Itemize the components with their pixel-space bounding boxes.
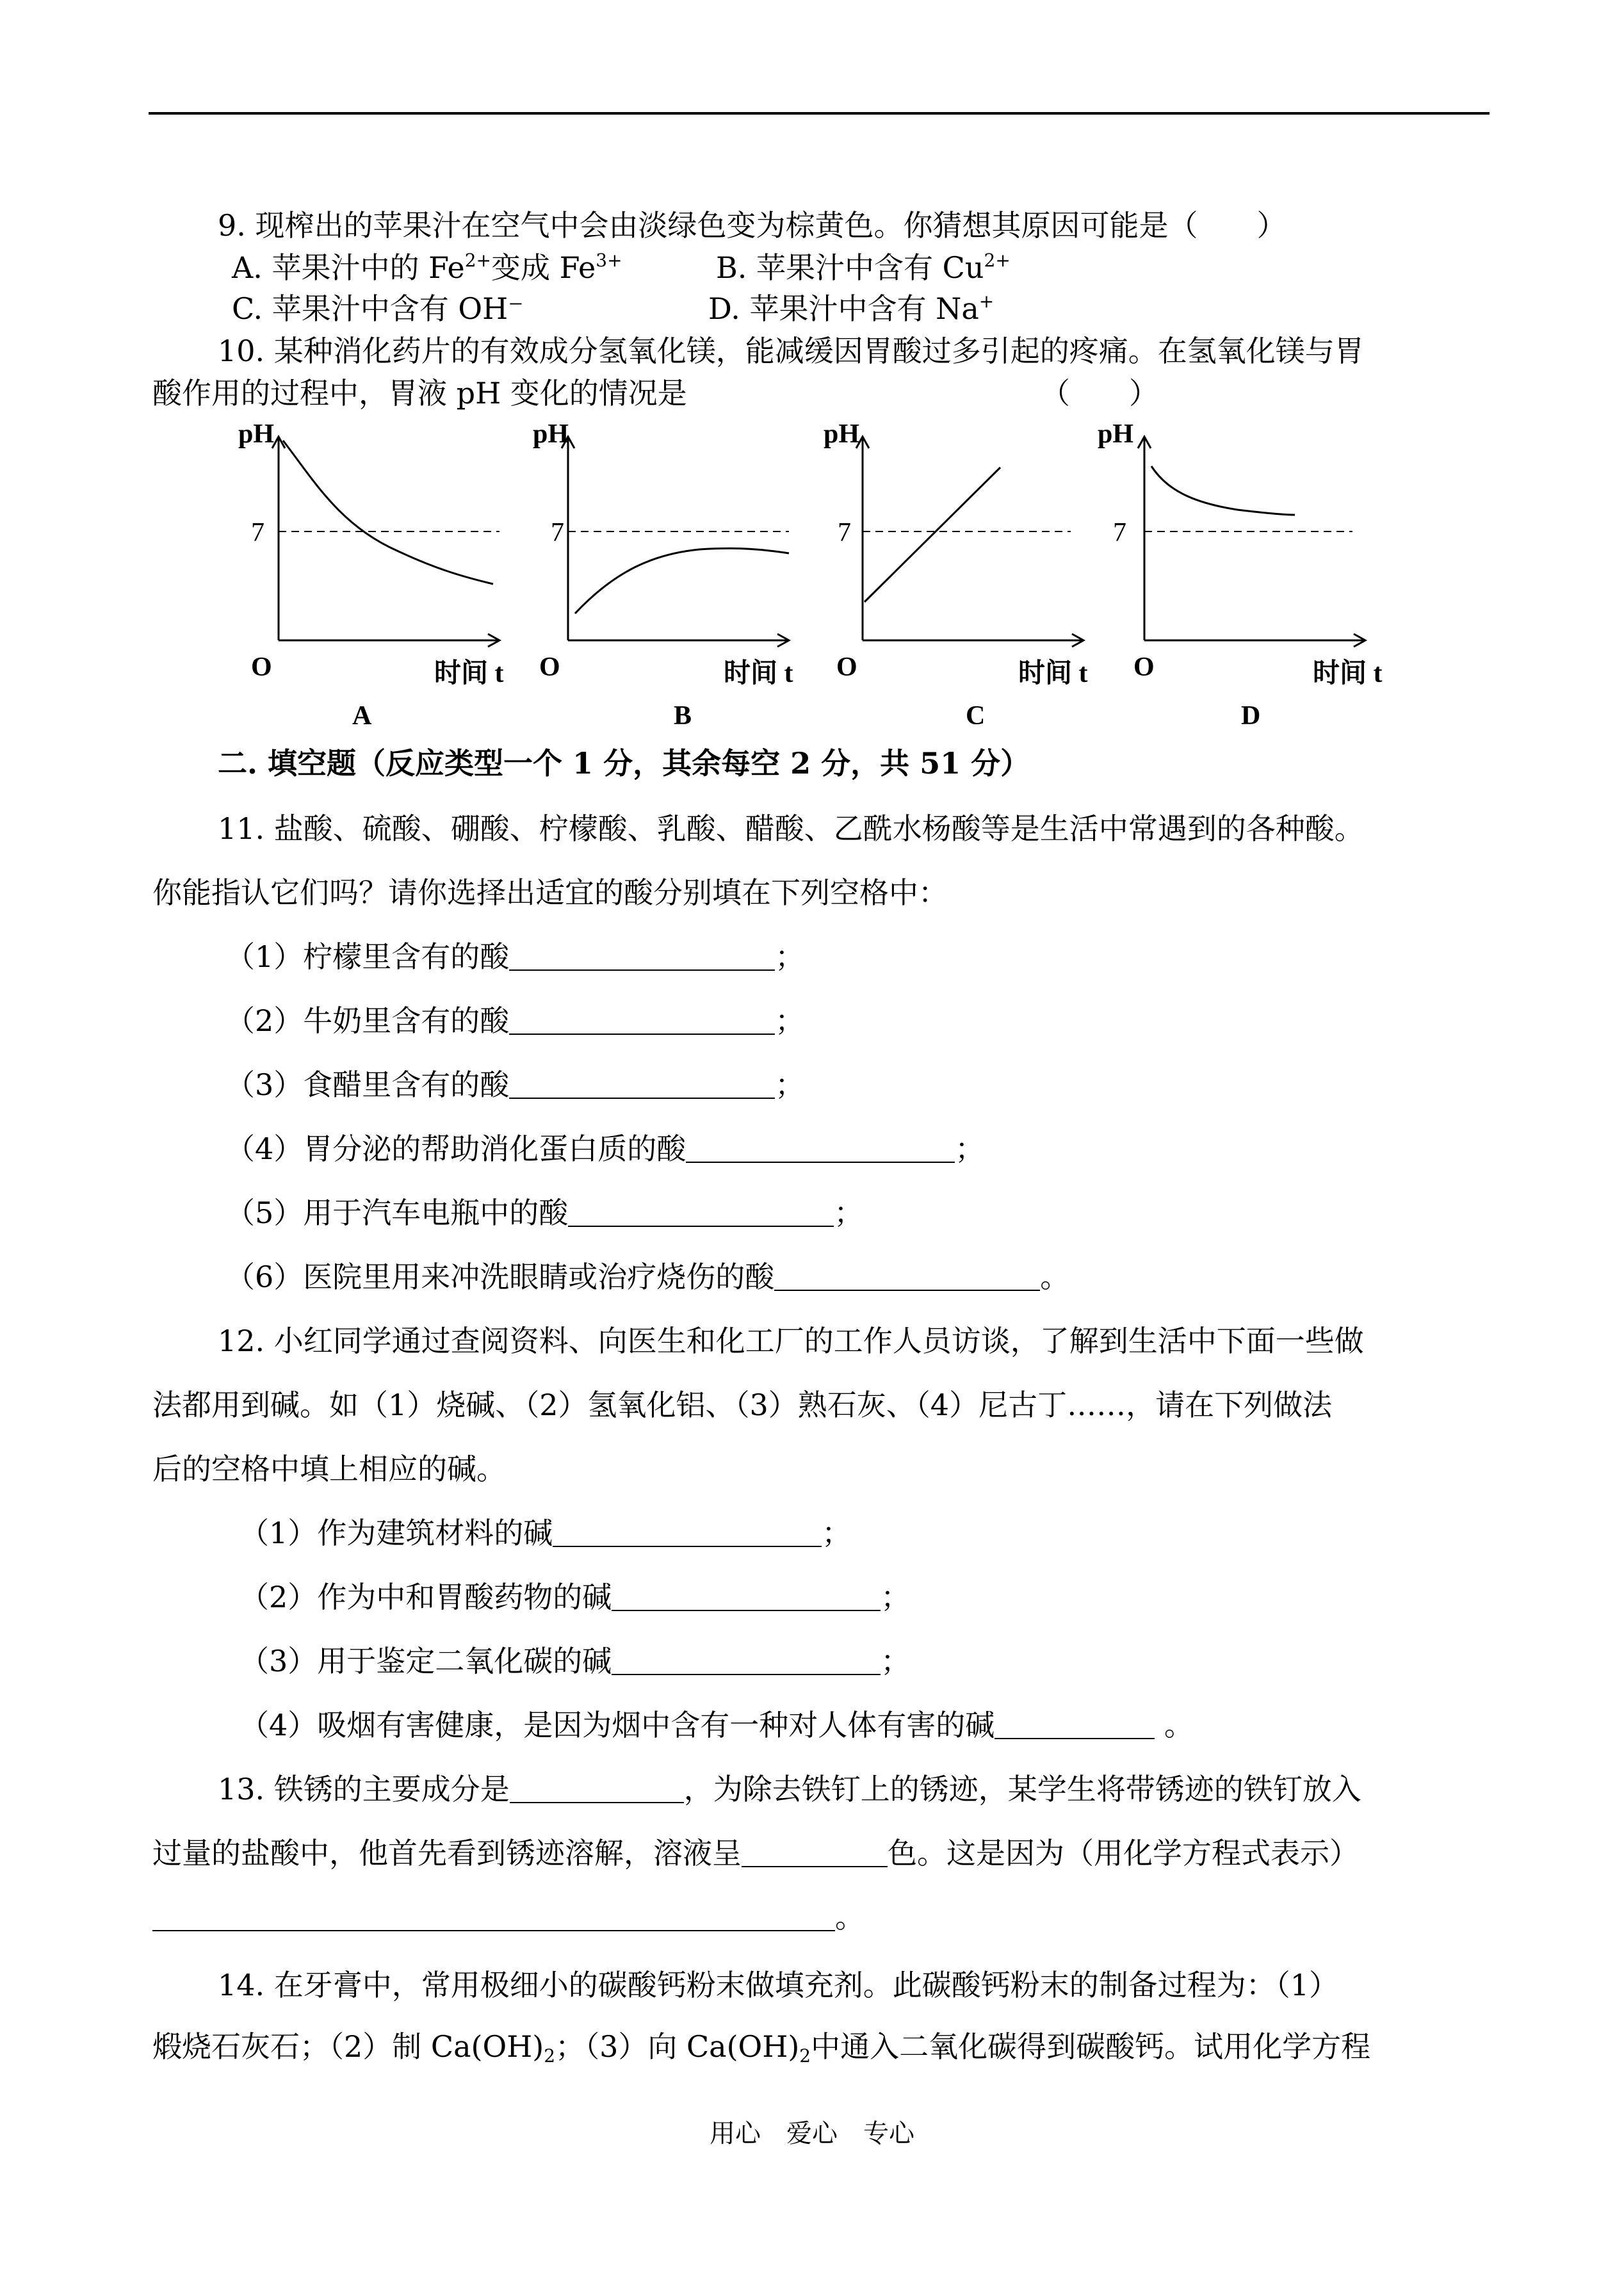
origin-label: O — [1133, 653, 1155, 682]
q11-item-2: （2）牛奶里含有的酸 ； — [225, 1003, 805, 1038]
ph-7-label: 7 — [551, 518, 564, 547]
q9-option-b: B. 苹果汁中含有 $Cu^{2+}$ — [716, 250, 1011, 285]
ph-7-label: 7 — [838, 518, 851, 547]
q12-line1: 12. 小红同学通过查阅资料、向医生和化工厂的工作人员访谈，了解到生活中下面一些做 — [218, 1324, 1364, 1358]
answer-blank[interactable] — [553, 1518, 822, 1547]
graph-letter-a: A — [352, 701, 372, 731]
ph-line-c — [865, 467, 1000, 602]
q13-line1: 13. 铁锈的主要成分是 ，为除去铁钉上的锈迹，某学生将带锈迹的铁钉放入 — [218, 1772, 1361, 1806]
answer-blank[interactable] — [995, 1710, 1155, 1739]
q11-item-3: （3）食醋里含有的酸 ； — [225, 1067, 805, 1102]
q9-option-a: A. 苹果汁中的 $Fe^{2+}$变成 $Fe^{3+}$ — [232, 250, 622, 285]
q12-item-1: （1）作为建筑材料的碱 ； — [240, 1516, 852, 1550]
ph-graph-d — [1096, 419, 1397, 731]
graph-letter-c: C — [966, 701, 986, 731]
answer-blank[interactable] — [686, 1133, 955, 1163]
q11-item-5: （5）用于汽车电瓶中的酸 ； — [225, 1196, 864, 1230]
answer-blank[interactable] — [509, 1069, 775, 1099]
ph-axis-label: pH — [824, 419, 860, 449]
ph-graph-b-plot — [520, 423, 821, 685]
graph-letter-d: D — [1241, 701, 1261, 731]
q11-item-6: （6）医院里用来冲洗眼睛或治疗烧伤的酸 。 — [225, 1260, 1070, 1294]
answer-blank[interactable] — [509, 1005, 775, 1035]
q12-item-4: （4）吸烟有害健康，是因为烟中含有一种对人体有害的碱 。 — [240, 1708, 1194, 1742]
q12-item-2: （2）作为中和胃酸药物的碱 ； — [240, 1580, 911, 1614]
section-2-heading: 二. 填空题（反应类型一个 1 分，其余每空 2 分，共 51 分） — [218, 746, 1030, 781]
answer-blank[interactable] — [568, 1197, 834, 1227]
equation-answer-blank[interactable] — [152, 1902, 835, 1931]
time-axis-label: 时间 t — [724, 659, 793, 688]
q10-line1: 10. 某种消化药片的有效成分氢氧化镁，能减缓因胃酸过多引起的疼痛。在氢氧化镁与胃 — [218, 334, 1364, 368]
answer-blank[interactable] — [509, 941, 775, 971]
q11-item-4: （4）胃分泌的帮助消化蛋白质的酸 ； — [225, 1131, 985, 1166]
ph-graph-a — [231, 419, 532, 731]
ph-graph-c — [815, 419, 1116, 731]
header-rule — [149, 112, 1490, 115]
q9-option-c: C. 苹果汁中含有 OH⁻ — [232, 291, 524, 326]
answer-blank[interactable] — [612, 1646, 881, 1675]
ph-axis-label: pH — [533, 419, 569, 449]
graph-letter-b: B — [674, 701, 692, 731]
q12-line3: 后的空格中填上相应的碱。 — [152, 1452, 506, 1486]
ph-graph-a-plot — [231, 423, 532, 685]
q11-item-1: （1）柠檬里含有的酸 ； — [225, 939, 805, 974]
time-axis-label: 时间 t — [434, 659, 504, 688]
q14-line1: 14. 在牙膏中，常用极细小的碳酸钙粉末做填充剂。此碳酸钙粉末的制备过程为：（1） — [218, 1968, 1339, 2002]
ph-graph-c-plot — [815, 423, 1116, 685]
answer-blank[interactable] — [774, 1261, 1040, 1291]
ph-axis-label: pH — [1098, 419, 1134, 449]
ph-graph-d-plot — [1096, 423, 1397, 685]
ph-graph-b — [520, 419, 821, 731]
ph-curve-b — [575, 548, 789, 613]
answer-blank[interactable] — [612, 1582, 881, 1611]
answer-blank[interactable] — [510, 1774, 684, 1803]
q12-line2: 法都用到碱。如（1）烧碱、（2）氢氧化铝、（3）熟石灰、（4）尼古丁……，请在下列做法 — [152, 1388, 1333, 1422]
q13-line3: 。 — [152, 1898, 865, 1936]
ph-axis-label: pH — [238, 419, 275, 449]
page-footer: 用心 爱心 专心 — [710, 2119, 914, 2148]
q10-answer-bracket: （ ） — [1041, 376, 1158, 410]
ph-curve-a — [283, 441, 493, 584]
q13-line2: 过量的盐酸中，他首先看到锈迹溶解，溶液呈 色。这是因为（用化学方程式表示） — [152, 1836, 1359, 1870]
q11-line1: 11. 盐酸、硫酸、硼酸、柠檬酸、乳酸、醋酸、乙酰水杨酸等是生活中常遇到的各种酸。 — [218, 811, 1364, 846]
q11-line2: 你能指认它们吗？请你选择出适宜的酸分别填在下列空格中： — [152, 875, 948, 910]
ph-7-label: 7 — [1113, 518, 1126, 547]
q10-line2: 酸作用的过程中，胃液 pH 变化的情况是 — [152, 376, 687, 410]
ph-7-label: 7 — [251, 518, 264, 547]
q14-line2: 煅烧石灰石；（2）制 $Ca(OH)_2$；（3）向 $Ca(OH)_2$中通入二氧化碳得到碳酸钙。试用化学方程 — [152, 2029, 1371, 2066]
answer-blank[interactable] — [742, 1838, 888, 1867]
origin-label: O — [539, 653, 560, 682]
origin-label: O — [836, 653, 857, 682]
ph-curve-d — [1151, 466, 1295, 515]
origin-label: O — [251, 653, 272, 682]
time-axis-label: 时间 t — [1018, 659, 1088, 688]
q12-item-3: （3）用于鉴定二氧化碳的碱 ； — [240, 1644, 911, 1678]
time-axis-label: 时间 t — [1313, 659, 1383, 688]
q9-option-d: D. 苹果汁中含有 Na+ — [708, 291, 995, 326]
q9-stem: 9. 现榨出的苹果汁在空气中会由淡绿色变为棕黄色。你猜想其原因可能是（ ） — [218, 208, 1287, 243]
